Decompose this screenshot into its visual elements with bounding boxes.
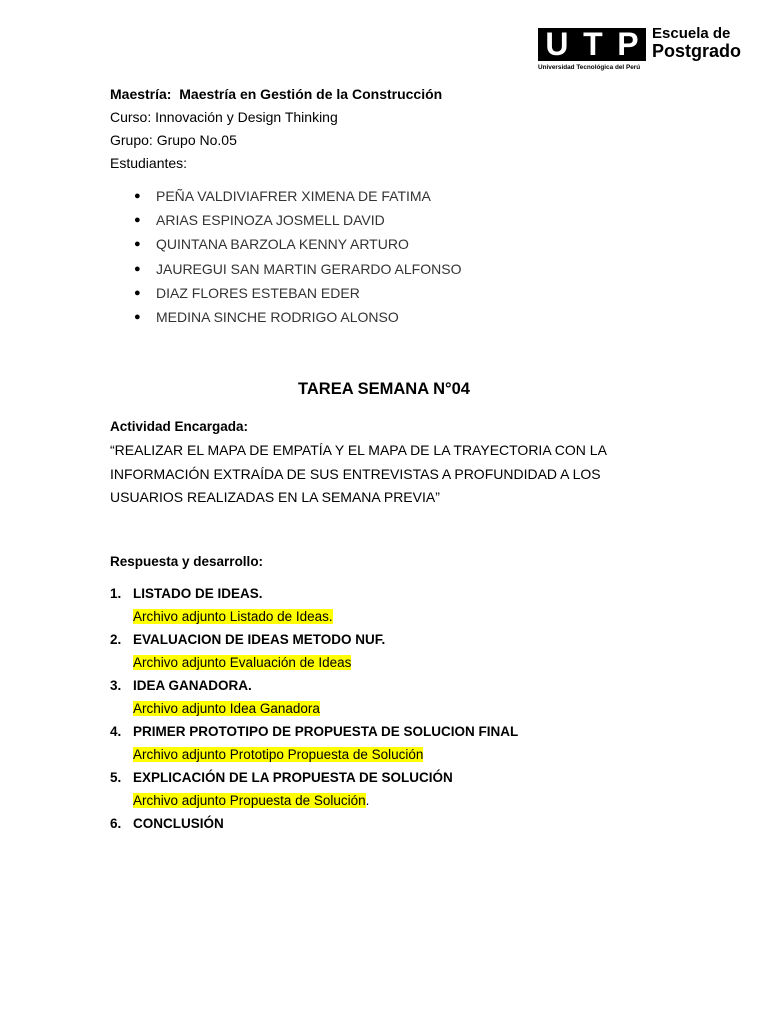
course-value: Innovación y Design Thinking bbox=[155, 109, 338, 125]
student-name: JAUREGUI SAN MARTIN GERARDO ALFONSO bbox=[156, 260, 462, 277]
utp-logo-box bbox=[538, 28, 646, 61]
bullet-icon: ● bbox=[134, 286, 141, 299]
bullet-icon: ● bbox=[134, 310, 141, 323]
activity-label: Actividad Encargada: bbox=[110, 419, 249, 434]
school-line-2: Postgrado bbox=[652, 41, 742, 61]
student-item bbox=[134, 259, 461, 283]
attachment-text: Archivo adjunto Idea Ganadora bbox=[133, 701, 320, 716]
attachment-text: Archivo adjunto Evaluación de Ideas bbox=[133, 655, 352, 670]
logo-letter: P bbox=[617, 26, 639, 62]
student-item bbox=[134, 234, 461, 258]
attachment-suffix: . bbox=[365, 793, 370, 808]
step-number: 4. bbox=[110, 724, 122, 739]
student-item bbox=[134, 186, 461, 210]
student-item bbox=[134, 307, 461, 331]
logo-letter: U bbox=[545, 26, 569, 62]
step-title: PRIMER PROTOTIPO DE PROPUESTA DE SOLUCION FINAL bbox=[133, 724, 519, 739]
step-number: 2. bbox=[110, 632, 122, 647]
attachment-text: Archivo adjunto Propuesta de Solución bbox=[133, 793, 366, 808]
step-number: 5. bbox=[110, 770, 122, 785]
student-item bbox=[134, 210, 461, 234]
attachment-text: Archivo adjunto Prototipo Propuesta de Solución bbox=[133, 747, 424, 762]
response-label: Respuesta y desarrollo: bbox=[110, 554, 264, 569]
utp-logo bbox=[538, 26, 748, 76]
group-label: Grupo: bbox=[110, 132, 153, 148]
bullet-icon: ● bbox=[134, 214, 141, 227]
student-name: ARIAS ESPINOZA JOSMELL DAVID bbox=[156, 212, 385, 229]
university-name: Universidad Tecnológica del Perú bbox=[538, 64, 641, 71]
student-name: QUINTANA BARZOLA KENNY ARTURO bbox=[156, 236, 409, 253]
group-value: Grupo No.05 bbox=[156, 132, 237, 148]
steps-list bbox=[110, 584, 518, 837]
step-title: EXPLICACIÓN DE LA PROPUESTA DE SOLUCIÓN bbox=[133, 770, 453, 785]
masters-label: Maestría: bbox=[110, 86, 172, 102]
course-line bbox=[110, 108, 338, 126]
masters-line bbox=[110, 85, 442, 103]
activity-text: “REALIZAR EL MAPA DE EMPATÍA Y EL MAPA DE LA TRAYECTORIA CON LA INFORMACIÓN EXTRAÍDA DE SUS ENTREVISTAS A PROFUNDIDAD A LOS USUARIOS REALIZADAS EN LA SEMANA PREVIA” bbox=[110, 442, 607, 505]
course-label: Curso: bbox=[110, 109, 152, 125]
step-number: 3. bbox=[110, 678, 122, 693]
school-name bbox=[652, 26, 741, 61]
student-name: MEDINA SINCHE RODRIGO ALONSO bbox=[156, 308, 399, 325]
students-label: Estudiantes: bbox=[110, 155, 188, 171]
step-item bbox=[110, 630, 518, 676]
masters-value: Maestría en Gestión de la Construcción bbox=[179, 86, 443, 102]
step-title: IDEA GANADORA. bbox=[133, 678, 252, 693]
bullet-icon: ● bbox=[134, 262, 141, 275]
attachment-text: Archivo adjunto Listado de Ideas. bbox=[133, 609, 333, 624]
bullet-icon: ● bbox=[134, 238, 141, 251]
step-item bbox=[110, 584, 518, 630]
step-number: 6. bbox=[110, 816, 122, 831]
student-name: DIAZ FLORES ESTEBAN EDER bbox=[156, 284, 360, 301]
group-line bbox=[110, 131, 237, 149]
logo-letter: T bbox=[583, 26, 603, 62]
school-line-1: Escuela de bbox=[652, 25, 731, 42]
step-number: 1. bbox=[110, 586, 122, 601]
step-item bbox=[110, 676, 518, 722]
page-title: TAREA SEMANA N°04 bbox=[298, 380, 470, 398]
step-item bbox=[110, 722, 518, 768]
step-title: EVALUACION DE IDEAS METODO NUF. bbox=[133, 632, 386, 647]
student-name: PEÑA VALDIVIAFRER XIMENA DE FATIMA bbox=[156, 188, 431, 204]
step-item bbox=[110, 814, 518, 837]
step-title: CONCLUSIÓN bbox=[133, 816, 224, 831]
bullet-icon: ● bbox=[134, 190, 141, 202]
students-list bbox=[134, 186, 461, 331]
step-title: LISTADO DE IDEAS. bbox=[133, 586, 263, 601]
student-item bbox=[134, 283, 461, 307]
step-item bbox=[110, 768, 518, 814]
